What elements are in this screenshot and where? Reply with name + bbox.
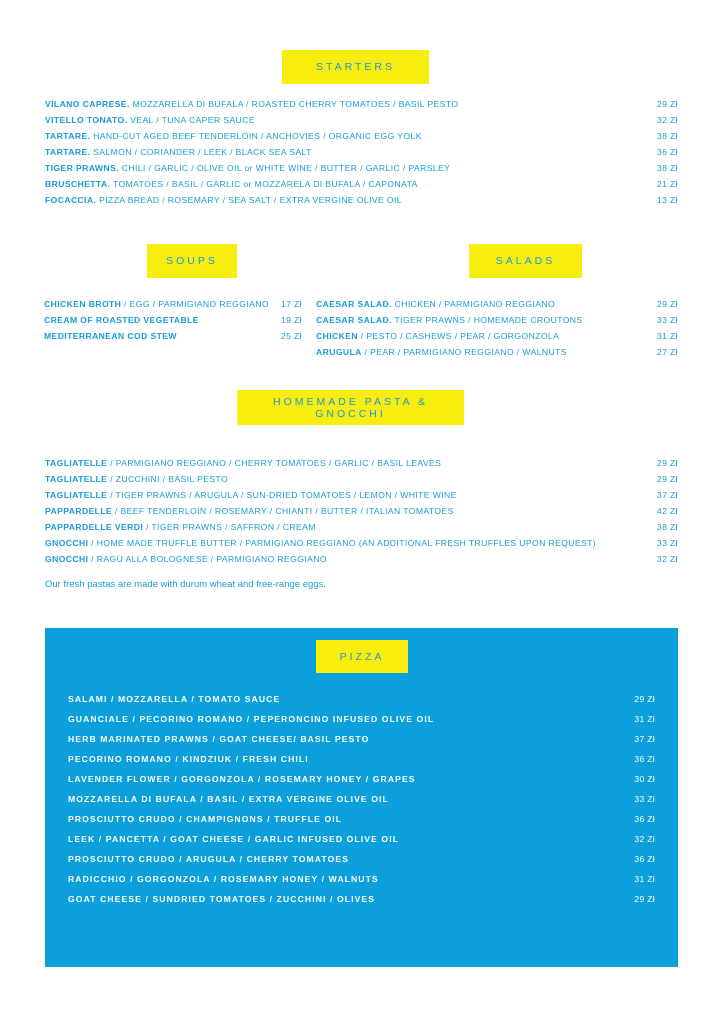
pizza-item-name: LAVENDER FLOWER / GORGONZOLA / ROSEMARY HONEY / GRAPES: [68, 774, 416, 784]
pasta-item-price: 38 Zł: [656, 522, 678, 532]
salads-item-description: TIGER PRAWNS / HOMEMADE CROUTONS: [391, 315, 583, 325]
pizza-item-name: MOZZARELLA DI BUFALA / BASIL / EXTRA VERGINE OLIVE OIL: [68, 794, 389, 804]
pizza-item-name: SALAMI / MOZZARELLA / TOMATO SAUCE: [68, 694, 281, 704]
soups-item-price: 25 Zł: [280, 331, 302, 341]
pizza-item-name: PROSCIUTTO CRUDO / CHAMPIGNONS / TRUFFLE OIL: [68, 814, 343, 824]
pizza-item: [68, 729, 655, 749]
salads-item-description: / PEAR / PARMIGIANO REGGIANO / WALNUTS: [361, 347, 567, 357]
starters-item-price: 32 Zł: [656, 115, 678, 125]
pasta-item-name: PAPPARDELLE: [45, 506, 113, 516]
salads-item-name: CAESAR SALAD.: [316, 299, 392, 309]
pizza-item-name: HERB MARINATED PRAWNS / GOAT CHEESE/ BASIL PESTO: [68, 734, 370, 744]
soups-item-name: CHICKEN BROTH: [44, 299, 122, 309]
pasta-item-name: PAPPARDELLE VERDI: [45, 522, 144, 532]
pasta-item-price: 42 Zł: [656, 506, 678, 516]
salads-item-price: 27 Zł: [656, 347, 678, 357]
pizza-item: [68, 689, 655, 709]
pasta-list: [45, 455, 678, 567]
pizza-item-name: PROSCIUTTO CRUDO / ARUGULA / CHERRY TOMATOES: [68, 854, 350, 864]
pasta-item: [45, 503, 678, 519]
pasta-item: [45, 535, 678, 551]
starters-item: [45, 112, 678, 128]
soups-item-description: / EGG / PARMIGIANO REGGIANO: [121, 299, 269, 309]
soups-item-price: 19 Zł: [280, 315, 302, 325]
starters-item-price: 38 Zł: [656, 163, 678, 173]
salads-item: [316, 344, 678, 360]
pasta-item-name: TAGLIATELLE: [45, 490, 108, 500]
pizza-heading: PIZZA: [316, 640, 408, 673]
salads-item-price: 31 Zł: [656, 331, 678, 341]
soups-item-name: MEDITERRANEAN COD STEW: [44, 331, 177, 341]
starters-item-name: TARTARE.: [45, 147, 91, 157]
salads-item-description: / PESTO / CASHEWS / PEAR / GORGONZOLA: [357, 331, 560, 341]
pizza-item: [68, 709, 655, 729]
starters-item: [45, 96, 678, 112]
pizza-item: [68, 889, 655, 909]
starters-item: [45, 128, 678, 144]
pizza-item-name: GOAT CHEESE / SUNDRIED TOMATOES / ZUCCHINI / OLIVES: [68, 894, 376, 904]
starters-item: [45, 192, 678, 208]
starters-list: [45, 96, 678, 208]
pasta-item-name: GNOCCHI: [45, 538, 89, 548]
pasta-item-description: / TIGER PRAWNS / ARUGULA / SUN-DRIED TOMATOES / LEMON / WHITE WINE: [107, 490, 457, 500]
salads-item: [316, 328, 678, 344]
pizza-item-price: 33 Zł: [634, 794, 655, 804]
starters-item-description: CHILI / GARLIC / OLIVE OIL or WHITE WINE / BUTTER / GARLIC / PARSLEY: [118, 163, 451, 173]
pizza-item-name: LEEK / PANCETTA / GOAT CHEESE / GARLIC INFUSED OLIVE OIL: [68, 834, 400, 844]
pasta-item-price: 29 Zł: [656, 458, 678, 468]
salads-item-name: ARUGULA: [316, 347, 362, 357]
pasta-item-price: 32 Zł: [656, 554, 678, 564]
pizza-item-price: 32 Zł: [634, 834, 655, 844]
starters-item-description: SALMON / CORIANDER / LEEK / BLACK SEA SALT: [90, 147, 312, 157]
starters-item-name: VITELLO TONATO.: [45, 115, 128, 125]
starters-heading: STARTERS: [282, 50, 429, 84]
starters-item-price: 36 Zł: [656, 147, 678, 157]
pasta-item-name: TAGLIATELLE: [45, 474, 108, 484]
pasta-item-description: / ZUCCHINI / BASIL PESTO: [107, 474, 229, 484]
starters-item-description: PIZZA BREAD / ROSEMARY / SEA SALT / EXTRA VERGINE OLIVE OIL: [96, 195, 402, 205]
pizza-item: [68, 769, 655, 789]
pasta-item-price: 33 Zł: [656, 538, 678, 548]
pasta-item: [45, 455, 678, 471]
starters-item-description: TOMATOES / BASIL / GARLIC or MOZZARELA DI BUFALA / CAPONATA: [110, 179, 418, 189]
pizza-item-price: 36 Zł: [634, 814, 655, 824]
starters-item-price: 13 Zł: [656, 195, 678, 205]
pasta-item: [45, 487, 678, 503]
pizza-item-price: 30 Zł: [634, 774, 655, 784]
starters-item-description: HAND-CUT AGED BEEF TENDERLOIN / ANCHOVIES / ORGANIC EGG YOLK: [90, 131, 422, 141]
soups-item: [44, 328, 302, 344]
pizza-item-price: 37 Zł: [634, 734, 655, 744]
pizza-item: [68, 749, 655, 769]
salads-item: [316, 312, 678, 328]
starters-item-name: FOCACCIA.: [45, 195, 97, 205]
pizza-item-price: 36 Zł: [634, 754, 655, 764]
salads-item-description: CHICKEN / PARMIGIANO REGGIANO: [391, 299, 556, 309]
pasta-item-description: / BEEF TENDERLOIN / ROSEMARY / CHIANTI / BUTTER / ITALIAN TOMATOES: [112, 506, 454, 516]
pizza-item: [68, 869, 655, 889]
pizza-item-name: RADICCHIO / GORGONZOLA / ROSEMARY HONEY / WALNUTS: [68, 874, 379, 884]
starters-item-name: VILANO CAPRESE.: [45, 99, 130, 109]
pasta-item-price: 29 Zł: [656, 474, 678, 484]
pasta-item: [45, 519, 678, 535]
salads-list: [316, 296, 678, 360]
pasta-item: [45, 471, 678, 487]
salads-heading: SALADS: [469, 244, 582, 278]
starters-item-price: 21 Zł: [656, 179, 678, 189]
pasta-item-description: / HOME MADE TRUFFLE BUTTER / PARMIGIANO REGGIANO (AN ADDITIONAL FRESH TRUFFLES UPON REQUEST): [88, 538, 597, 548]
starters-item-price: 29 Zł: [656, 99, 678, 109]
pasta-heading: HOMEMADE PASTA & GNOCCHI: [237, 390, 464, 425]
pizza-item-price: 29 Zł: [634, 694, 655, 704]
pasta-item-name: TAGLIATELLE: [45, 458, 108, 468]
pizza-item-price: 29 Zł: [634, 894, 655, 904]
salads-item-name: CAESAR SALAD.: [316, 315, 392, 325]
pizza-item-price: 36 Zł: [634, 854, 655, 864]
pizza-item-price: 31 Zł: [634, 874, 655, 884]
pizza-item: [68, 789, 655, 809]
soups-item-name: CREAM OF ROASTED VEGETABLE: [44, 315, 199, 325]
pasta-item-description: / RAGÙ ALLA BOLOGNESE / PARMIGIANO REGGIANO: [88, 554, 327, 564]
soups-list: [44, 296, 302, 344]
pizza-item: [68, 829, 655, 849]
pizza-list: [68, 689, 655, 909]
salads-item-name: CHICKEN: [316, 331, 358, 341]
pasta-item-description: / TIGER PRAWNS / SAFFRON / CREAM: [143, 522, 316, 532]
starters-item-description: MOZZARELLA DI BUFALA / ROASTED CHERRY TOMATOES / BASIL PESTO: [129, 99, 459, 109]
starters-item-name: BRUSCHETTA.: [45, 179, 111, 189]
starters-item: [45, 160, 678, 176]
pizza-item-price: 31 Zł: [634, 714, 655, 724]
pasta-item-price: 37 Zł: [656, 490, 678, 500]
starters-item: [45, 176, 678, 192]
pasta-item: [45, 551, 678, 567]
pasta-item-name: GNOCCHI: [45, 554, 89, 564]
pasta-note: Our fresh pastas are made with durum wheat and free-range eggs.: [45, 579, 326, 590]
starters-item-price: 38 Zł: [656, 131, 678, 141]
soups-item: [44, 296, 302, 312]
salads-item-price: 33 Zł: [656, 315, 678, 325]
soups-item-price: 17 Zł: [280, 299, 302, 309]
pizza-item: [68, 809, 655, 829]
starters-item-name: TARTARE.: [45, 131, 91, 141]
pizza-item-name: PECORINO ROMANO / KINDZIUK / FRESH CHILI: [68, 754, 309, 764]
pizza-item-name: GUANCIALE / PECORINO ROMANO / PEPERONCINO INFUSED OLIVE OIL: [68, 714, 435, 724]
pasta-item-description: / PARMIGIANO REGGIANO / CHERRY TOMATOES / GARLIC / BASIL LEAVES: [107, 458, 442, 468]
soups-item: [44, 312, 302, 328]
salads-item: [316, 296, 678, 312]
pizza-item: [68, 849, 655, 869]
starters-item-description: VEAL / TUNA CAPER SAUCE: [127, 115, 255, 125]
starters-item-name: TIGER PRAWNS.: [45, 163, 119, 173]
soups-heading: SOUPS: [147, 244, 237, 278]
starters-item: [45, 144, 678, 160]
salads-item-price: 29 Zł: [656, 299, 678, 309]
